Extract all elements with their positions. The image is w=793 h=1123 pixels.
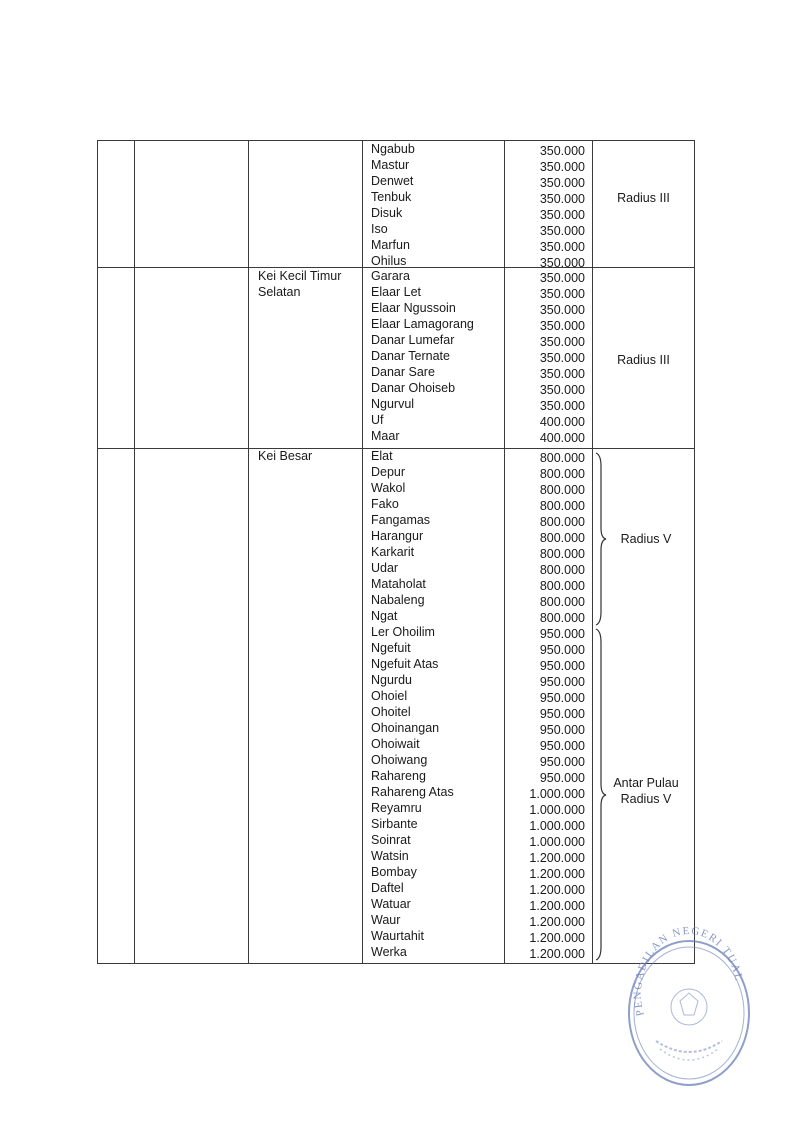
village-name: Elaar Let [371, 285, 422, 299]
village-name: Werka [371, 945, 407, 959]
cost-value: 1.200.000 [529, 851, 585, 865]
village-name: Rahareng [371, 769, 426, 783]
cost-value: 350.000 [539, 144, 585, 158]
cost-value: 350.000 [539, 192, 585, 206]
village-name: Maar [371, 429, 400, 443]
row-divider-2 [97, 448, 695, 449]
column-divider-2 [248, 140, 249, 963]
radius-label: Radius III [617, 353, 670, 367]
cost-value: 1.000.000 [529, 787, 585, 801]
cost-value: 800.000 [539, 563, 585, 577]
cost-value: 950.000 [539, 707, 585, 721]
stamp-text: PENGADILAN NEGERI TUAL [631, 924, 745, 1018]
village-name: Mataholat [371, 577, 426, 591]
village-name: Daftel [371, 881, 404, 895]
cost-value: 800.000 [539, 531, 585, 545]
cost-value: 400.000 [539, 431, 585, 445]
cost-value: 400.000 [539, 415, 585, 429]
cost-value: 950.000 [539, 643, 585, 657]
village-name: Ohoinangan [371, 721, 440, 735]
cost-value: 1.200.000 [529, 947, 585, 961]
village-name: Karkarit [371, 545, 415, 559]
cost-value: 800.000 [539, 467, 585, 481]
village-name: Fako [371, 497, 399, 511]
cost-value: 950.000 [539, 675, 585, 689]
village-name: Elaar Ngussoin [371, 301, 456, 315]
district-name: Kei Kecil Timur [258, 269, 342, 283]
district-name-cont: Selatan [258, 285, 301, 299]
cost-value: 1.000.000 [529, 803, 585, 817]
village-name: Rahareng Atas [371, 785, 454, 799]
cost-value: 350.000 [539, 208, 585, 222]
table-border-left [97, 140, 98, 963]
village-name: Wakol [371, 481, 406, 495]
cost-value: 950.000 [539, 739, 585, 753]
cost-value: 350.000 [539, 271, 585, 285]
village-name: Mastur [371, 158, 410, 172]
table-border-bottom [97, 963, 695, 964]
village-name: Ngat [371, 609, 398, 623]
village-name: Ohoitel [371, 705, 411, 719]
cost-value: 950.000 [539, 755, 585, 769]
radius-label: Radius III [617, 191, 670, 205]
cost-value: 350.000 [539, 303, 585, 317]
district-name: Kei Besar [258, 449, 313, 463]
cost-value: 950.000 [539, 627, 585, 641]
cost-value: 1.200.000 [529, 915, 585, 929]
village-name: Elaar Lamagorang [371, 317, 474, 331]
village-name: Ohoiwait [371, 737, 420, 751]
cost-value: 1.000.000 [529, 819, 585, 833]
cost-value: 950.000 [539, 691, 585, 705]
village-name: Denwet [371, 174, 414, 188]
cost-value: 1.200.000 [529, 883, 585, 897]
village-name: Tenbuk [371, 190, 412, 204]
cost-value: 350.000 [539, 319, 585, 333]
village-name: Ngefuit Atas [371, 657, 439, 671]
village-name: Waur [371, 913, 401, 927]
cost-value: 800.000 [539, 595, 585, 609]
village-name: Ohilus [371, 254, 407, 268]
cost-value: 1.200.000 [529, 867, 585, 881]
cost-value: 800.000 [539, 611, 585, 625]
village-name: Elat [371, 449, 393, 463]
cost-value: 350.000 [539, 256, 585, 270]
village-name: Ler Ohoilim [371, 625, 435, 639]
cost-value: 350.000 [539, 224, 585, 238]
village-name: Danar Ohoiseb [371, 381, 456, 395]
court-stamp [622, 915, 756, 1087]
cost-value: 1.200.000 [529, 899, 585, 913]
cost-value: 350.000 [539, 287, 585, 301]
village-name: Depur [371, 465, 406, 479]
village-name: Ngabub [371, 142, 415, 156]
cost-value: 350.000 [539, 335, 585, 349]
cost-value: 1.200.000 [529, 931, 585, 945]
village-name: Danar Lumefar [371, 333, 455, 347]
cost-value: 800.000 [539, 515, 585, 529]
cost-value: 350.000 [539, 176, 585, 190]
village-name: Danar Sare [371, 365, 435, 379]
village-name: Iso [371, 222, 388, 236]
village-name: Uf [371, 413, 384, 427]
cost-value: 950.000 [539, 723, 585, 737]
village-name: Harangur [371, 529, 424, 543]
radius-label: Radius V [620, 532, 672, 546]
village-name: Nabaleng [371, 593, 425, 607]
village-name: Ohoiwang [371, 753, 428, 767]
column-divider-3 [362, 140, 363, 963]
village-name: Ohoiel [371, 689, 408, 703]
cost-value: 950.000 [539, 659, 585, 673]
village-name: Soinrat [371, 833, 411, 847]
village-name: Disuk [371, 206, 403, 220]
cost-value: 350.000 [539, 383, 585, 397]
cost-value: 800.000 [539, 547, 585, 561]
cost-value: 800.000 [539, 499, 585, 513]
village-name: Danar Ternate [371, 349, 450, 363]
cost-value: 800.000 [539, 483, 585, 497]
column-divider-1 [134, 140, 135, 963]
village-name: Waurtahit [371, 929, 425, 943]
cost-value: 950.000 [539, 771, 585, 785]
village-name: Fangamas [371, 513, 431, 527]
village-name: Ngurdu [371, 673, 412, 687]
radius-label-line1: Antar Pulau [613, 776, 679, 790]
cost-value: 350.000 [539, 240, 585, 254]
cost-value: 350.000 [539, 399, 585, 413]
village-name: Ngurvul [371, 397, 415, 411]
village-name: Garara [371, 269, 410, 283]
village-name: Watsin [371, 849, 409, 863]
column-divider-4 [504, 140, 505, 963]
village-name: Reyamru [371, 801, 422, 815]
cost-value: 800.000 [539, 451, 585, 465]
cost-value: 350.000 [539, 367, 585, 381]
cost-value: 1.000.000 [529, 835, 585, 849]
cost-value: 350.000 [539, 351, 585, 365]
village-name: Bombay [371, 865, 417, 879]
village-name: Watuar [371, 897, 411, 911]
cost-value: 800.000 [539, 579, 585, 593]
village-name: Sirbante [371, 817, 418, 831]
table-border-right [694, 140, 695, 963]
village-name: Marfun [371, 238, 410, 252]
village-name: Udar [371, 561, 399, 575]
village-name: Ngefuit [371, 641, 411, 655]
radius-label-line2: Radius V [620, 792, 672, 806]
cost-value: 350.000 [539, 160, 585, 174]
